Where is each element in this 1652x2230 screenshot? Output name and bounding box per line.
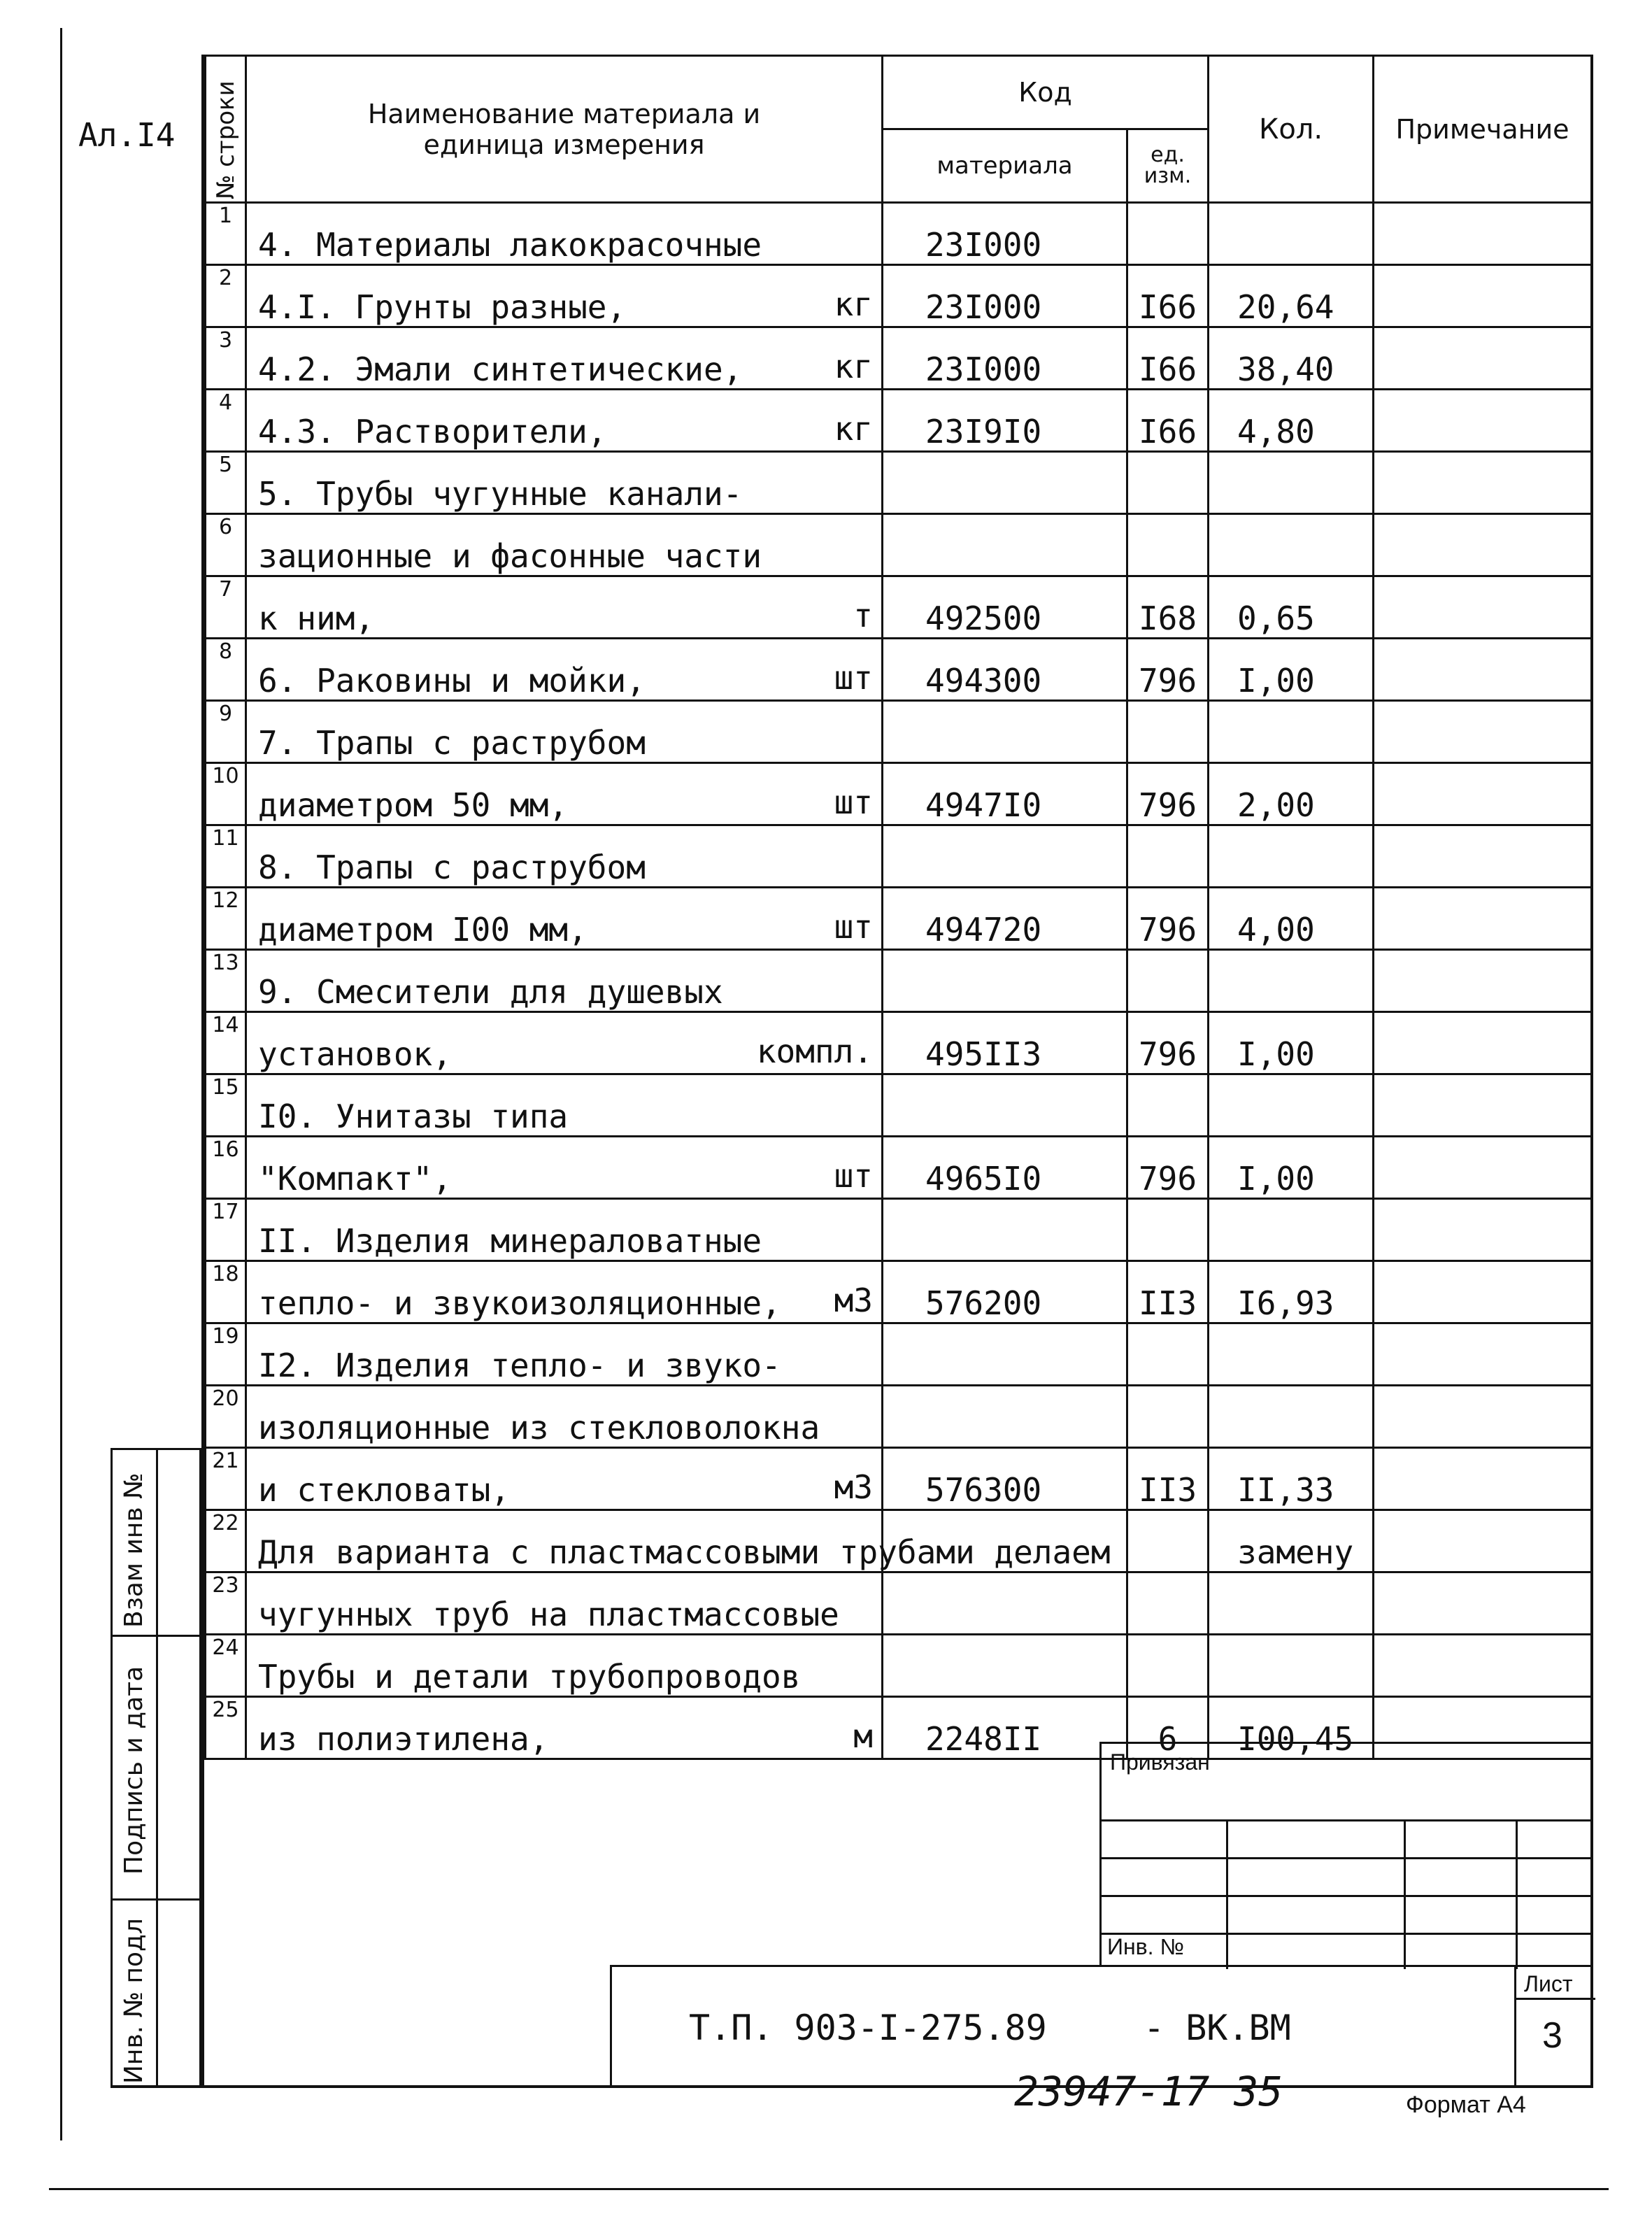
row-number: 19: [206, 1323, 246, 1386]
row-number: 2: [206, 265, 246, 327]
note: [1374, 950, 1592, 1012]
left-margin-line: [60, 28, 62, 2140]
unit-code: [1127, 1074, 1209, 1137]
unit-name: шт: [834, 783, 873, 821]
note: [1374, 1386, 1592, 1448]
material-code: [883, 1386, 1127, 1448]
header-row-no: № строки: [206, 56, 246, 203]
note: [1374, 763, 1592, 825]
header-material-code: материала: [883, 129, 1127, 203]
row-number: 7: [206, 576, 246, 639]
quantity: [1209, 1386, 1374, 1448]
material-name: 5. Трубы чугунные канали-: [246, 452, 883, 514]
privyazan-block: Привязан Инв. №: [1099, 1742, 1593, 1967]
quantity: 4,00: [1209, 888, 1374, 950]
table-row: [206, 452, 1592, 514]
material-name: II. Изделия минераловатные: [246, 1199, 883, 1261]
table-row: [206, 1074, 1592, 1137]
side-stamp-podpis: Подпись и дата: [111, 1635, 201, 1901]
table-row: [206, 825, 1592, 888]
unit-code: 796: [1127, 763, 1209, 825]
header-code: Код: [883, 56, 1209, 129]
quantity: [1209, 1074, 1374, 1137]
note: [1374, 514, 1592, 576]
note: [1374, 639, 1592, 701]
frame-left: [201, 55, 204, 2087]
row-number: 1: [206, 203, 246, 265]
table-row: [206, 390, 1592, 452]
note: [1374, 265, 1592, 327]
unit-code: 796: [1127, 639, 1209, 701]
row-number: 21: [206, 1448, 246, 1510]
table-row: [206, 701, 1592, 763]
material-code: 494300: [883, 639, 1127, 701]
material-name: из полиэтилена, м: [246, 1697, 883, 1759]
row-number: 10: [206, 763, 246, 825]
unit-name: кг: [834, 410, 873, 448]
material-code: 23I9I0: [883, 390, 1127, 452]
note: [1374, 825, 1592, 888]
table-row: [206, 265, 1592, 327]
material-name: 7. Трапы с раструбом: [246, 701, 883, 763]
unit-code: 796: [1127, 888, 1209, 950]
table-row: [206, 1261, 1592, 1323]
quantity: [1209, 825, 1374, 888]
material-name: 6. Раковины и мойки, шт: [246, 639, 883, 701]
material-code: 4947I0: [883, 763, 1127, 825]
material-name: диаметром I00 мм, шт: [246, 888, 883, 950]
unit-name: кг: [834, 348, 873, 385]
quantity: 20,64: [1209, 265, 1374, 327]
unit-code: 796: [1127, 1137, 1209, 1199]
row-number: 3: [206, 327, 246, 390]
quantity: 38,40: [1209, 327, 1374, 390]
doc-code: Т.П. 903-I-275.89: [689, 2008, 1047, 2048]
material-name: 4.I. Грунты разные, кг: [246, 265, 883, 327]
header-unit-code: ед. изм.: [1127, 129, 1209, 203]
handwritten-number: 23947-17 35: [1014, 2068, 1283, 2115]
note: [1374, 1012, 1592, 1074]
material-code: [883, 1074, 1127, 1137]
quantity: I,00: [1209, 1012, 1374, 1074]
unit-code: [1127, 452, 1209, 514]
sheet-number: 3: [1542, 2015, 1562, 2056]
note: [1374, 1635, 1592, 1697]
material-name: чугунных труб на пластмассовые: [246, 1572, 883, 1635]
unit-code: [1127, 1323, 1209, 1386]
row-number: 11: [206, 825, 246, 888]
material-code: 2248II: [883, 1697, 1127, 1759]
title-block-main: Т.П. 903-I-275.89 - ВК.ВМ Лист 3: [610, 1965, 1593, 2088]
material-code: [883, 452, 1127, 514]
row-number: 20: [206, 1386, 246, 1448]
unit-code: [1127, 1199, 1209, 1261]
note: [1374, 1074, 1592, 1137]
material-name: изоляционные из стекловолокна: [246, 1386, 883, 1448]
note: [1374, 327, 1592, 390]
material-code: [883, 950, 1127, 1012]
material-code: [883, 1635, 1127, 1697]
material-code: [883, 1199, 1127, 1261]
unit-name: шт: [834, 1157, 873, 1195]
material-name: Для варианта с пластмассовыми трубами делаем: [246, 1510, 883, 1572]
note: [1374, 576, 1592, 639]
material-name: Трубы и детали трубопроводов: [246, 1635, 883, 1697]
quantity: [1209, 203, 1374, 265]
material-name: диаметром 50 мм, шт: [246, 763, 883, 825]
unit-code: [1127, 1510, 1209, 1572]
quantity: [1209, 1323, 1374, 1386]
material-code: [883, 1572, 1127, 1635]
unit-code: I66: [1127, 265, 1209, 327]
row-number: 25: [206, 1697, 246, 1759]
quantity: [1209, 950, 1374, 1012]
material-code: 495II3: [883, 1012, 1127, 1074]
material-code: 576300: [883, 1448, 1127, 1510]
format-label: Формат А4: [1406, 2091, 1526, 2118]
note: [1374, 1261, 1592, 1323]
unit-name: м: [853, 1717, 873, 1755]
note: [1374, 1572, 1592, 1635]
unit-name: кг: [834, 285, 873, 323]
table-row: [206, 1012, 1592, 1074]
header-note: Примечание: [1374, 56, 1592, 203]
unit-code: I68: [1127, 576, 1209, 639]
row-number: 14: [206, 1012, 246, 1074]
side-stamp-vzam: Взам инв №: [111, 1448, 201, 1637]
quantity: [1209, 452, 1374, 514]
material-code: 492500: [883, 576, 1127, 639]
table-row: [206, 1635, 1592, 1697]
note: [1374, 452, 1592, 514]
table-row: [206, 1572, 1592, 1635]
unit-name: шт: [834, 908, 873, 946]
quantity: 0,65: [1209, 576, 1374, 639]
material-code: [883, 1323, 1127, 1386]
unit-code: 796: [1127, 1012, 1209, 1074]
quantity: [1209, 1635, 1374, 1697]
material-code: [883, 825, 1127, 888]
table-row: [206, 888, 1592, 950]
table-row: [206, 1510, 1592, 1572]
quantity: [1209, 1199, 1374, 1261]
note: [1374, 203, 1592, 265]
note: [1374, 1510, 1592, 1572]
material-code: 576200: [883, 1261, 1127, 1323]
row-number: 9: [206, 701, 246, 763]
unit-name: компл.: [756, 1032, 873, 1070]
row-number: 4: [206, 390, 246, 452]
quantity: 4,80: [1209, 390, 1374, 452]
row-number: 8: [206, 639, 246, 701]
sheet-label: Ал.I4: [78, 116, 176, 154]
material-name: установок, компл.: [246, 1012, 883, 1074]
row-number: 13: [206, 950, 246, 1012]
quantity: I00,45: [1209, 1697, 1374, 1759]
unit-code: II3: [1127, 1261, 1209, 1323]
table-row: [206, 639, 1592, 701]
row-number: 12: [206, 888, 246, 950]
material-name: и стекловаты, м3: [246, 1448, 883, 1510]
material-code: 23I000: [883, 327, 1127, 390]
material-name: тепло- и звукоизоляционные, м3: [246, 1261, 883, 1323]
material-name: "Компакт", шт: [246, 1137, 883, 1199]
unit-code: I66: [1127, 390, 1209, 452]
table-row: [206, 763, 1592, 825]
table-row: [206, 203, 1592, 265]
table-row: [206, 1137, 1592, 1199]
header-qty: Кол.: [1209, 56, 1374, 203]
unit-code: [1127, 825, 1209, 888]
row-number: 24: [206, 1635, 246, 1697]
note: [1374, 1137, 1592, 1199]
quantity: II,33: [1209, 1448, 1374, 1510]
note: [1374, 390, 1592, 452]
unit-code: [1127, 203, 1209, 265]
unit-code: [1127, 1386, 1209, 1448]
row-number: 23: [206, 1572, 246, 1635]
table-row: [206, 1323, 1592, 1386]
unit-code: I66: [1127, 327, 1209, 390]
table-row: [206, 576, 1592, 639]
quantity: [1209, 701, 1374, 763]
row-number: 15: [206, 1074, 246, 1137]
material-code: 23I000: [883, 203, 1127, 265]
bottom-margin-line: [49, 2188, 1609, 2190]
row-number: 6: [206, 514, 246, 576]
note: [1374, 1448, 1592, 1510]
material-name: к ним, т: [246, 576, 883, 639]
material-name: I2. Изделия тепло- и звуко-: [246, 1323, 883, 1386]
unit-code: II3: [1127, 1448, 1209, 1510]
quantity: I,00: [1209, 639, 1374, 701]
material-code: [883, 514, 1127, 576]
unit-name: т: [853, 597, 873, 634]
material-name: 8. Трапы с раструбом: [246, 825, 883, 888]
unit-code: [1127, 1572, 1209, 1635]
table-row: [206, 950, 1592, 1012]
quantity: I,00: [1209, 1137, 1374, 1199]
note: [1374, 701, 1592, 763]
material-code: 4965I0: [883, 1137, 1127, 1199]
material-name: 9. Смесители для душевых: [246, 950, 883, 1012]
unit-code: 6: [1127, 1697, 1209, 1759]
material-name: зационные и фасонные части: [246, 514, 883, 576]
unit-code: [1127, 701, 1209, 763]
quantity: [1209, 1572, 1374, 1635]
table-row: [206, 327, 1592, 390]
unit-code: [1127, 1635, 1209, 1697]
note: [1374, 888, 1592, 950]
row-number: 22: [206, 1510, 246, 1572]
unit-name: м3: [834, 1281, 873, 1319]
table-row: [206, 514, 1592, 576]
material-code: [883, 701, 1127, 763]
row-number: 5: [206, 452, 246, 514]
row-number: 16: [206, 1137, 246, 1199]
quantity: I6,93: [1209, 1261, 1374, 1323]
quantity: 2,00: [1209, 763, 1374, 825]
side-stamp-inv-podl: Инв. № подл: [111, 1898, 201, 2087]
table-row: [206, 1199, 1592, 1261]
unit-code: [1127, 514, 1209, 576]
material-code: 23I000: [883, 265, 1127, 327]
material-name: 4.3. Растворители, кг: [246, 390, 883, 452]
unit-name: м3: [834, 1468, 873, 1506]
material-code: 494720: [883, 888, 1127, 950]
material-name: 4. Материалы лакокрасочные: [246, 203, 883, 265]
note: [1374, 1323, 1592, 1386]
materials-table: [204, 55, 1593, 1760]
row-number: 17: [206, 1199, 246, 1261]
row-number: 18: [206, 1261, 246, 1323]
unit-code: [1127, 950, 1209, 1012]
header-name: Наименование материала и единица измерения: [246, 56, 883, 203]
quantity: [1209, 514, 1374, 576]
quantity: замену: [1209, 1510, 1374, 1572]
material-name: 4.2. Эмали синтетические, кг: [246, 327, 883, 390]
doc-suffix: - ВК.ВМ: [1144, 2008, 1291, 2048]
material-name: I0. Унитазы типа: [246, 1074, 883, 1137]
table-row: [206, 1448, 1592, 1510]
table-row: [206, 1386, 1592, 1448]
unit-name: шт: [834, 659, 873, 697]
note: [1374, 1199, 1592, 1261]
